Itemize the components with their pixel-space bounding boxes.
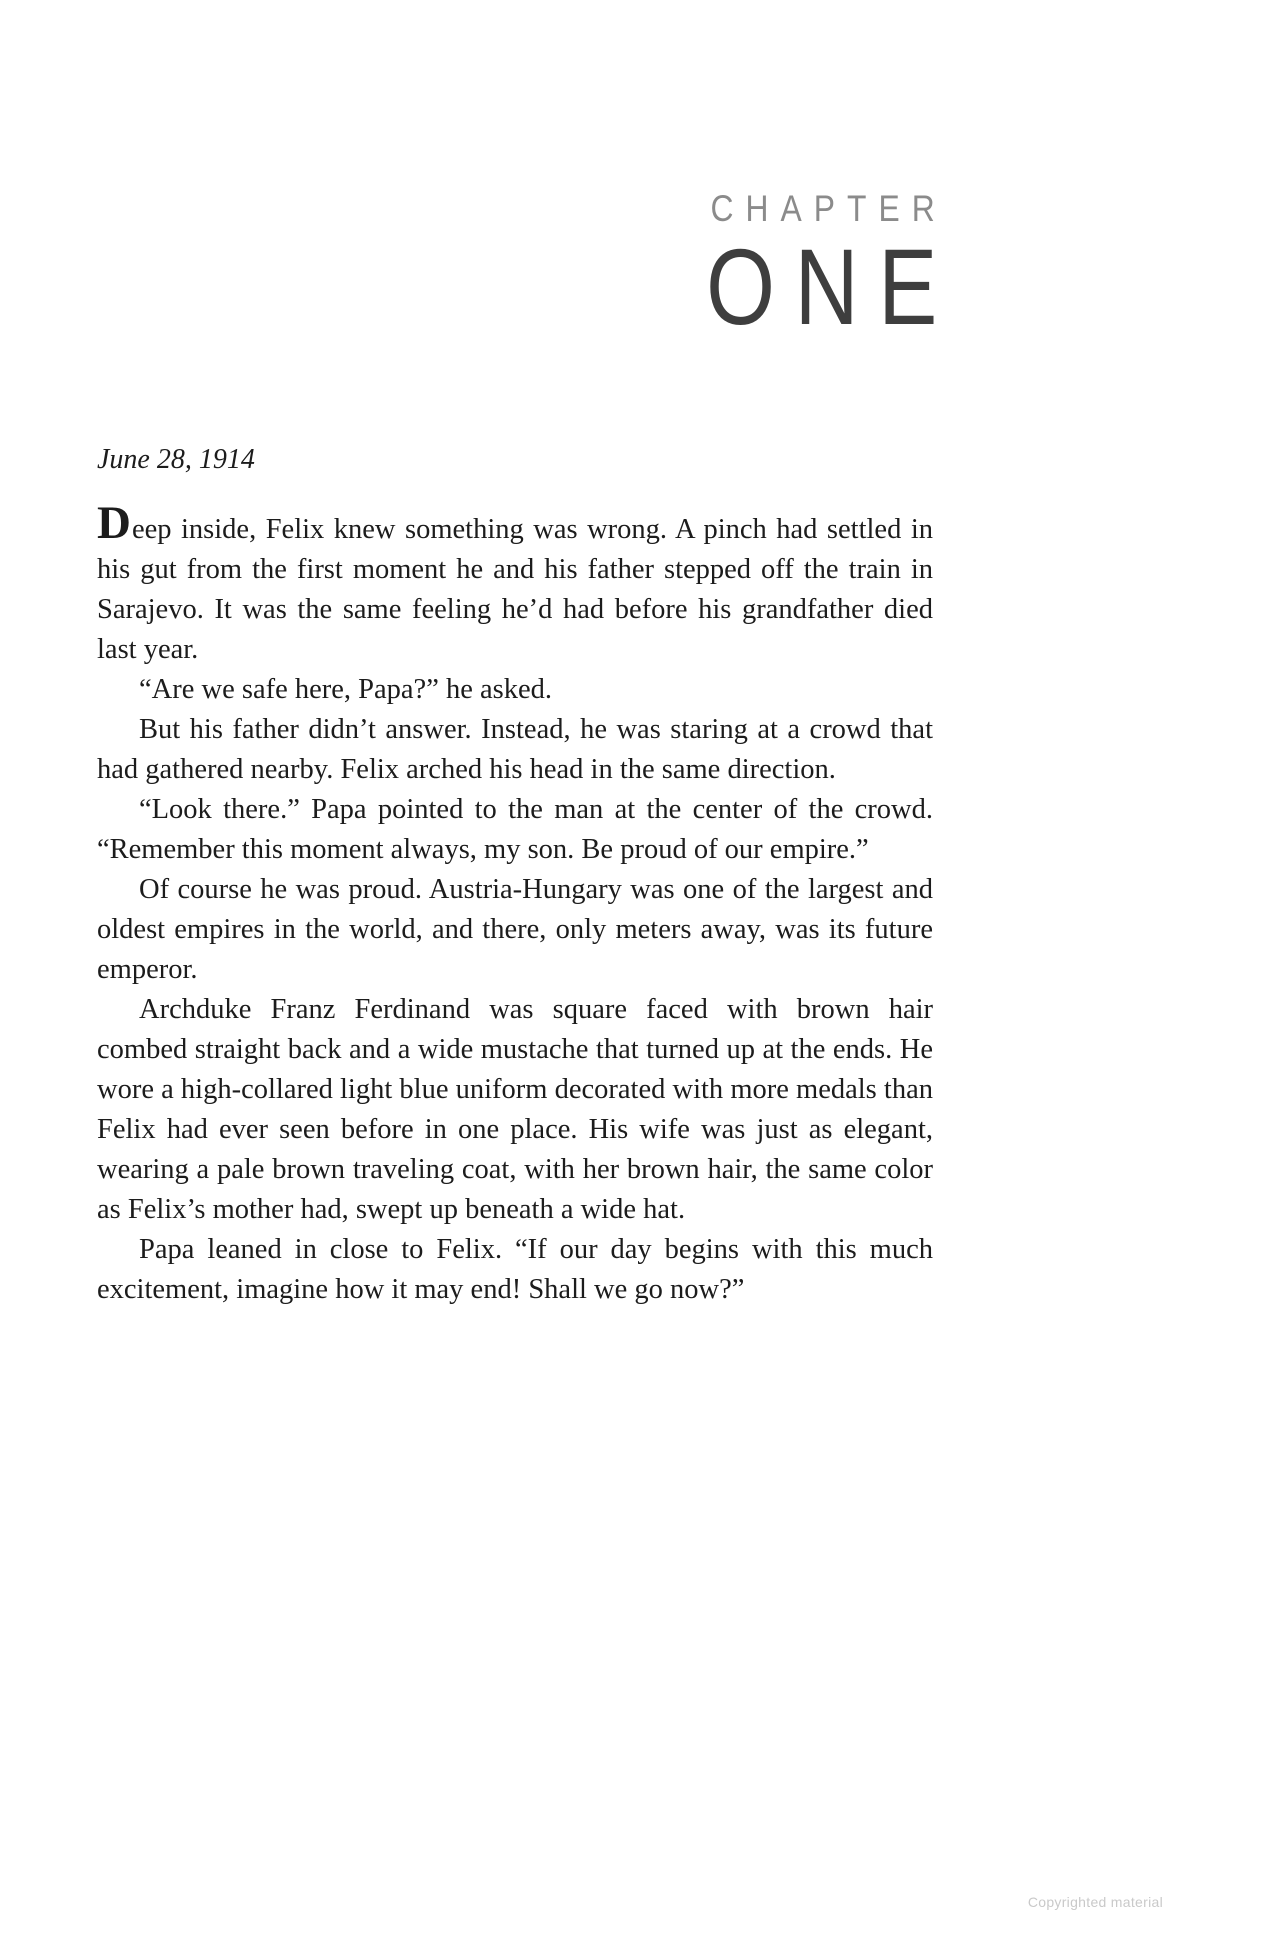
paragraph-5: Of course he was proud. Austria-Hungary was one of the largest and oldest empires in the world, and there, only meters away, was its future emperor. bbox=[97, 874, 933, 986]
chapter-heading bbox=[97, 188, 957, 347]
date-line: June 28, 1914 bbox=[97, 443, 255, 475]
paragraph-2: “Are we safe here, Papa?” he asked. bbox=[139, 674, 553, 706]
initial-cap: D bbox=[97, 497, 132, 550]
chapter-label bbox=[97, 188, 947, 229]
paragraph-4: “Look there.” Papa pointed to the man at the center of the crowd. “Remember this moment always, my son. Be proud of our empire.” bbox=[97, 794, 933, 866]
chapter-number-text: ONE bbox=[706, 226, 957, 347]
chapter-label-text: CHAPTER bbox=[710, 188, 947, 229]
paragraph-3: But his father didn’t answer. Instead, he was staring at a crowd that had gathered nearby. Felix arched his head in the same direction. bbox=[97, 714, 933, 786]
paragraph-1-text: eep inside, Felix knew something was wrong. A pinch had settled in his gut from the first moment he and his father stepped off the train in Sarajevo. It was the same feeling he’d had before his grandfather died last year. bbox=[97, 514, 933, 666]
body-text bbox=[97, 497, 933, 1310]
paragraph-6: Archduke Franz Ferdinand was square faced with brown hair combed straight back and a wide mustache that turned up at the ends. He wore a high-collared light blue uniform decorated with more medals than Felix had ever seen before in one place. His wife was just as elegant, wearing a pale brown traveling coat, with her brown hair, the same color as Felix’s mother had, swept up beneath a wide hat. bbox=[97, 994, 933, 1226]
chapter-number bbox=[97, 226, 957, 347]
copyright-watermark: Copyrighted material bbox=[1027, 1894, 1163, 1910]
paragraph-1 bbox=[97, 497, 933, 670]
paragraph-7: Papa leaned in close to Felix. “If our day begins with this much excitement, imagine how it may end! Shall we go now?” bbox=[97, 1234, 933, 1306]
